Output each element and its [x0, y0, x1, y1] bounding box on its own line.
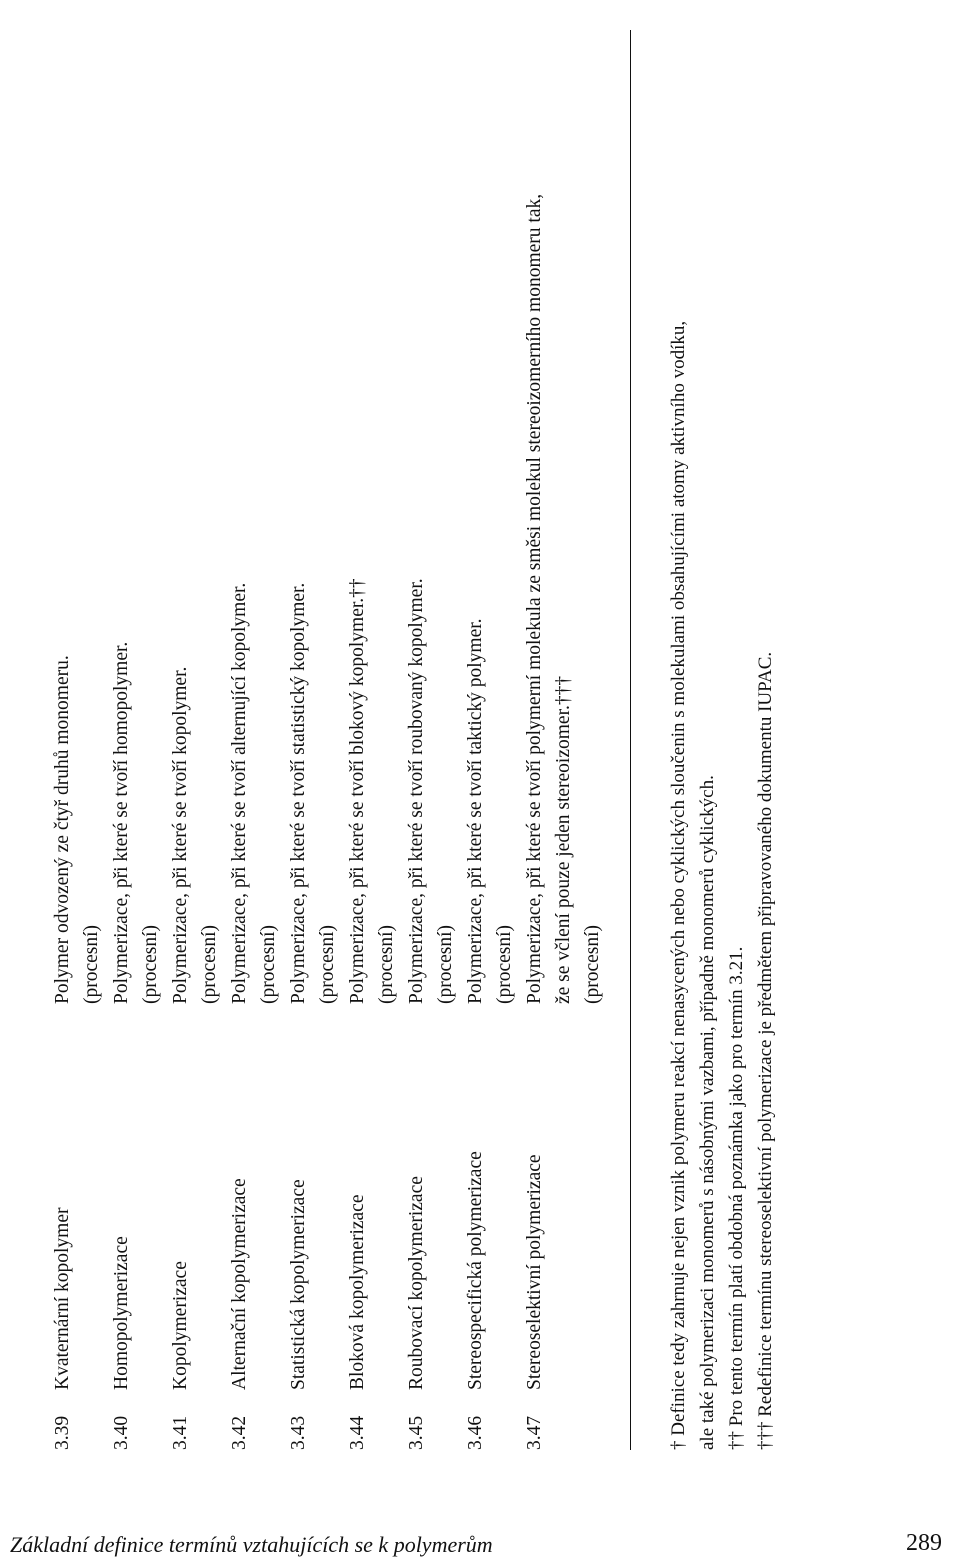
entry-definition — [166, 0, 224, 1004]
entry-number: 3.45 — [406, 1415, 427, 1450]
definition-line: Polymerizace, při které se tvoří alternující kopolymer. — [229, 582, 250, 1004]
footnote-line: ale také polymerizaci monomerů s násobnými vazbami, případně monomerů cyklických. — [697, 775, 718, 1450]
definition-line: (procesní) — [81, 924, 102, 1004]
footnote-line: †† Pro tento termín platí obdobná poznámka jako pro termín 3.21. — [726, 946, 747, 1450]
definition-line: (procesní) — [435, 924, 456, 1004]
definition-line: Polymerizace, při které se tvoří polymerní molekula ze směsi molekul stereoizomerního monomeru tak, — [524, 193, 545, 1004]
entry-definition — [461, 0, 519, 1004]
entry-number: 3.46 — [465, 1415, 486, 1450]
definition-line: (procesní) — [582, 924, 603, 1004]
entry-term: Kvaternární kopolymer — [52, 1207, 73, 1390]
entry-term: Statistická kopolymerizace — [288, 1179, 309, 1390]
definition-line: Polymerizace, při které se tvoří statistický kopolymer. — [288, 582, 309, 1004]
entry-number: 3.44 — [347, 1415, 368, 1450]
definition-line: Polymerizace, při které se tvoří taktický polymer. — [465, 618, 486, 1004]
entry-number: 3.40 — [111, 1415, 132, 1450]
entry-definition — [402, 0, 460, 1004]
entry-term: Alternační kopolymerizace — [229, 1178, 250, 1390]
footnote-divider — [630, 30, 631, 1450]
entry-definition — [343, 0, 401, 1004]
entry-number: 3.42 — [229, 1415, 250, 1450]
entry-number: 3.39 — [52, 1415, 73, 1450]
running-title: Základní definice termínů vztahujících se k polymerům — [10, 1532, 493, 1557]
entry-term: Homopolymerizace — [111, 1236, 132, 1390]
entry-number: 3.43 — [288, 1415, 309, 1450]
definition-line: že se včlení pouze jeden stereoizomer.††† — [553, 675, 574, 1004]
definition-line: Polymerizace, při které se tvoří homopolymer. — [111, 641, 132, 1004]
definition-line: Polymerizace, při které se tvoří roubovaný kopolymer. — [406, 578, 427, 1004]
definition-line: Polymerizace, při které se tvoří kopolymer. — [170, 666, 191, 1004]
entry-term: Stereospecifická polymerizace — [465, 1151, 486, 1390]
definition-line: (procesní) — [199, 924, 220, 1004]
entry-number: 3.41 — [170, 1415, 191, 1450]
entry-number: 3.47 — [524, 1415, 545, 1450]
definition-line: Polymer odvozený ze čtyř druhů monomeru. — [52, 655, 73, 1004]
entry-term: Stereoselektivní polymerizace — [524, 1154, 545, 1390]
footnote-line: ††† Redefinice termínu stereoselektivní polymerizace je předmětem připravovaného dokumentu IUPAC. — [755, 651, 776, 1450]
definition-line: (procesní) — [258, 924, 279, 1004]
definition-line: (procesní) — [317, 924, 338, 1004]
entry-definition — [520, 0, 607, 1004]
footnotes — [664, 0, 780, 1450]
definition-line: (procesní) — [140, 924, 161, 1004]
entry-definition — [284, 0, 342, 1004]
entry-definition — [107, 0, 165, 1004]
entry-definition — [225, 0, 283, 1004]
entry-term: Roubovací kopolymerizace — [406, 1176, 427, 1390]
footnote-line: † Definice tedy zahrnuje nejen vznik polymeru reakcí nenasycených nebo cyklických sloučenin s molekulami obsahujícími atomy aktivního vodíku, — [668, 320, 689, 1450]
definition-line: Polymerizace, při které se tvoří blokový kopolymer.†† — [347, 578, 368, 1004]
entry-term: Bloková kopolymerizace — [347, 1194, 368, 1390]
entry-term: Kopolymerizace — [170, 1261, 191, 1390]
page-number: 289 — [906, 1530, 942, 1556]
definition-line: (procesní) — [376, 924, 397, 1004]
entry-definition — [48, 0, 106, 1004]
definition-line: (procesní) — [494, 924, 515, 1004]
